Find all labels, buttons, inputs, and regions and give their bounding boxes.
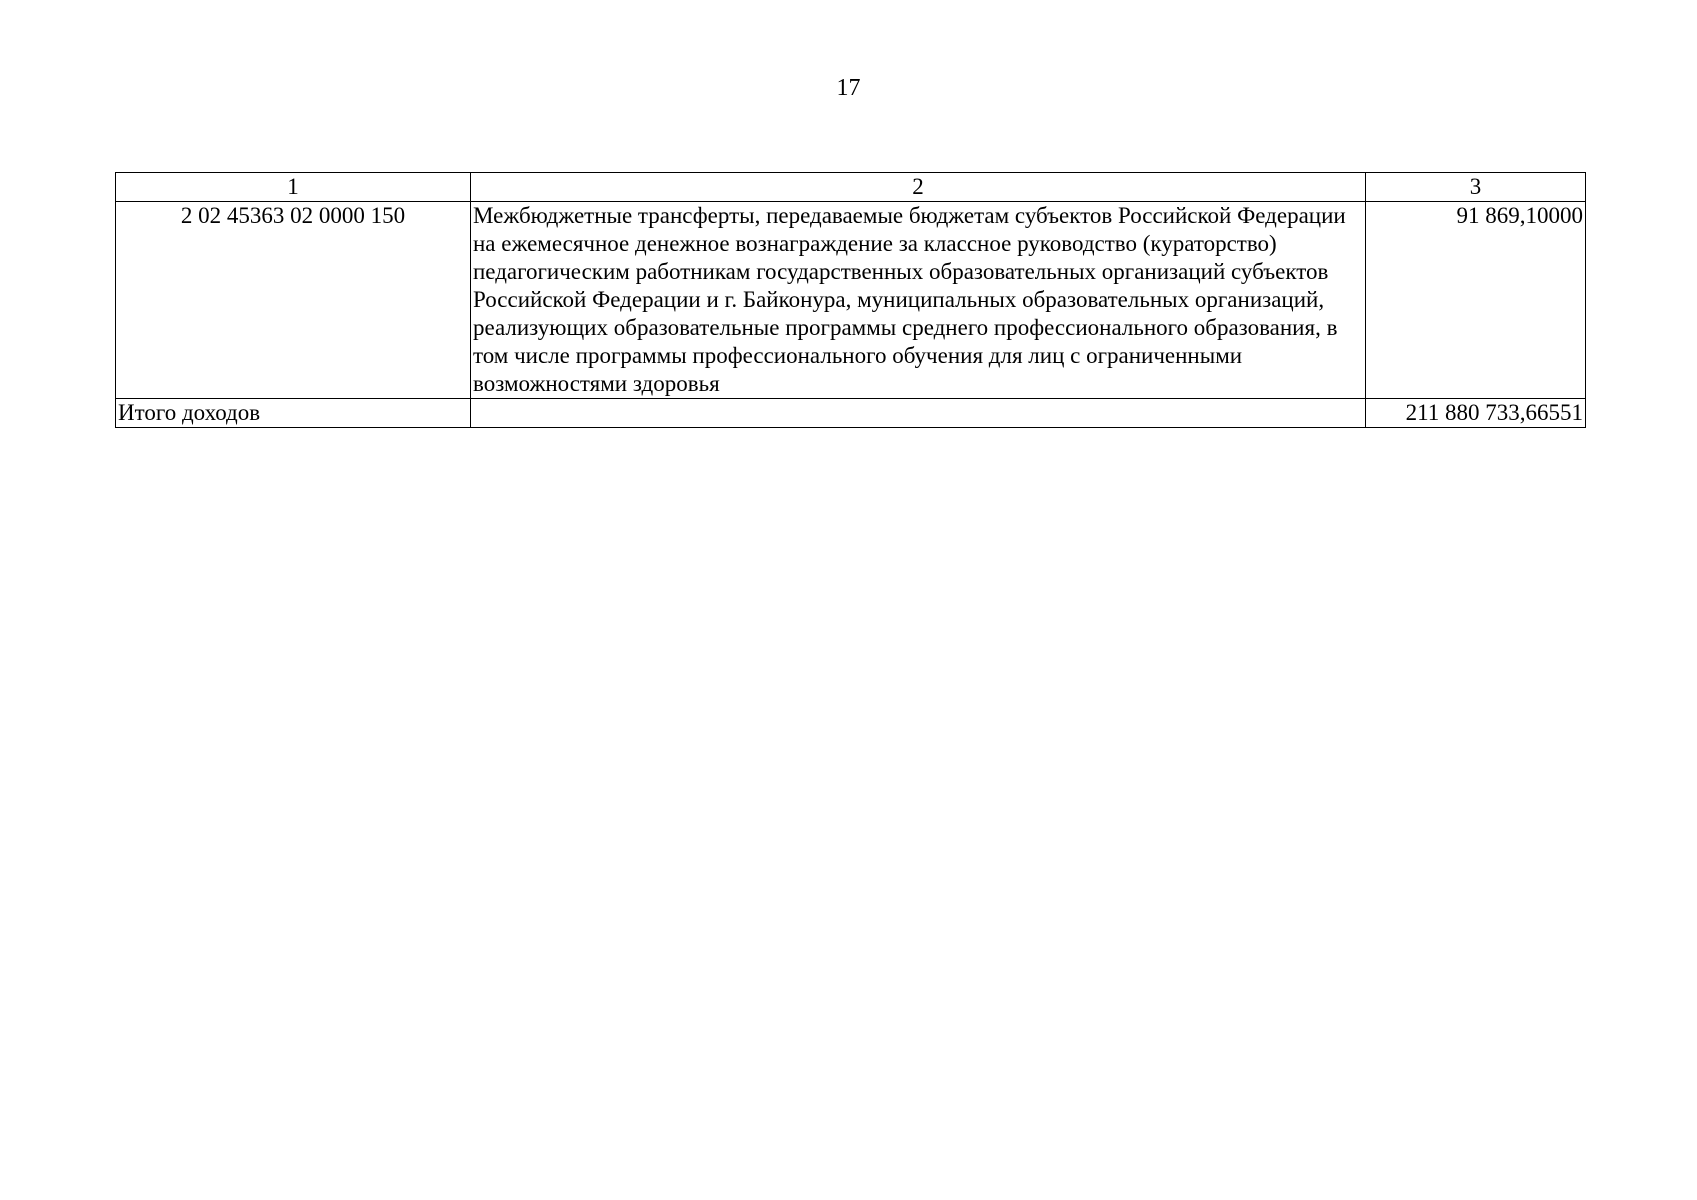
total-row xyxy=(116,399,1586,428)
column-header-1: 1 xyxy=(116,173,471,202)
total-label-cell: Итого доходов xyxy=(116,399,471,428)
page-number: 17 xyxy=(836,75,861,101)
description-cell: Межбюджетные трансферты, передаваемые бюджетам субъектов Российской Федерации на ежемесячное денежное вознаграждение за классное руководство (кураторство) педагогическим работникам государственных образовательных организаций субъектов Российской Федерации и г. Байконура, муниципальных образовательных организаций, реализующих образовательные программы среднего профессионального образования, в том числе программы профессионального обучения для лиц с ограниченными возможностями здоровья xyxy=(471,202,1366,399)
column-header-3: 3 xyxy=(1366,173,1586,202)
column-header-2: 2 xyxy=(471,173,1366,202)
table-row xyxy=(116,202,1586,399)
revenue-table xyxy=(115,172,1586,428)
budget-code-cell: 2 02 45363 02 0000 150 xyxy=(116,202,471,399)
total-amount-cell: 211 880 733,66551 xyxy=(1366,399,1586,428)
table-header-row xyxy=(116,173,1586,202)
amount-cell: 91 869,10000 xyxy=(1366,202,1586,399)
total-empty-cell xyxy=(471,399,1366,428)
